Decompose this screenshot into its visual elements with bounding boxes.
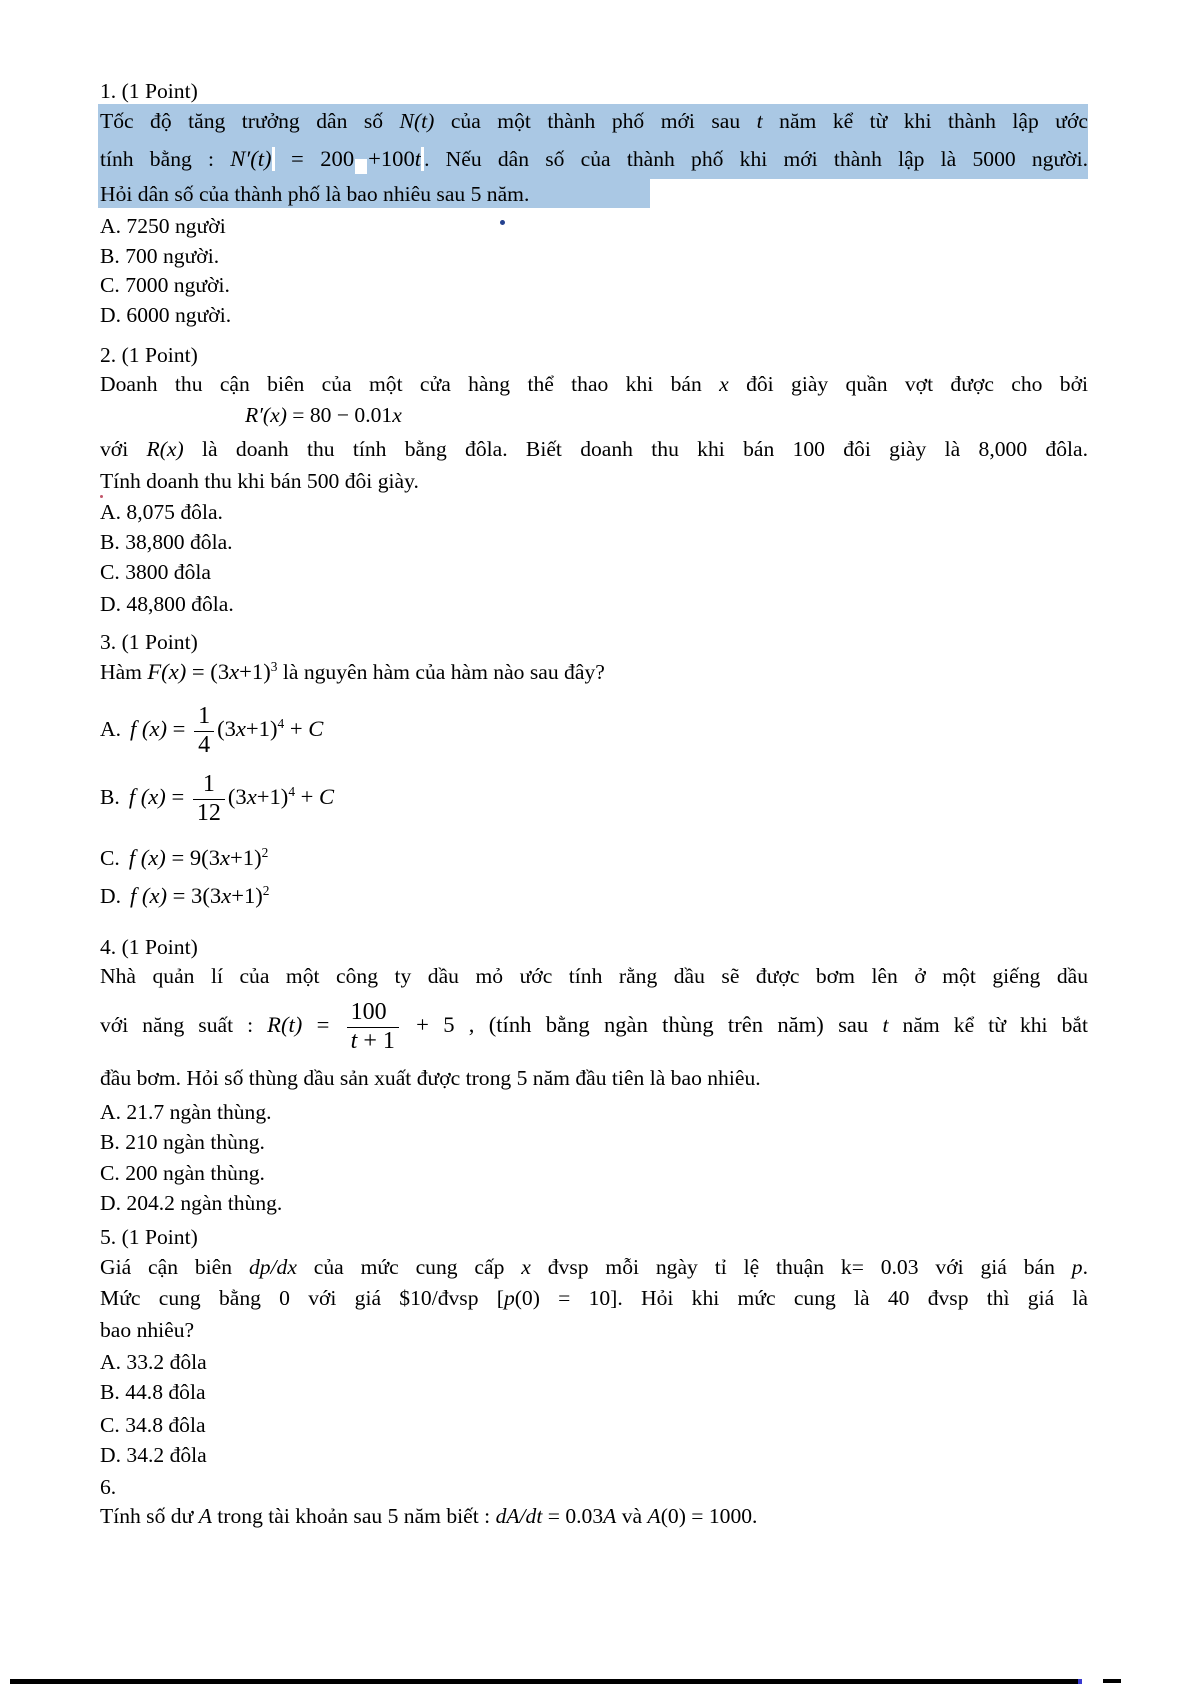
question-2-line-2: với R(x) là doanh thu tính bằng đôla. Biết doanh thu khi bán 100 đôi giày là 8,000 đôla. [100, 437, 1088, 461]
question-1-option-c: C. 7000 người. [100, 273, 230, 297]
question-4-option-c: C. 200 ngàn thùng. [100, 1161, 265, 1185]
question-3-line-1: Hàm $F(x) = (3x+1)^3$ là nguyên hàm của hàm nào sau đây? [100, 658, 605, 684]
question-3-header: 3. (1 Point) [100, 630, 198, 654]
question-3-option-a: A. f (x) = $\frac{1}{4}$ $(3x+1)^4 + C$ [100, 703, 324, 758]
question-2-line-1: Doanh thu cận biên của một cửa hàng thể thao khi bán x đôi giày quần vợt được cho bởi [100, 372, 1088, 396]
question-5-header: 5. (1 Point) [100, 1225, 198, 1249]
question-2-line-3: Tính doanh thu khi bán 500 đôi giày. [100, 469, 419, 493]
question-6-header: 6. [100, 1475, 117, 1499]
page-divider-dash [1103, 1679, 1121, 1683]
question-5-line-3: bao nhiêu? [100, 1318, 195, 1342]
question-2-option-d: D. 48,800 đôla. [100, 592, 234, 616]
fraction: $\frac{100}{t + 1}$ [347, 1000, 399, 1054]
fraction: $\frac{1}{12}$ [193, 772, 225, 826]
question-2-option-c: C. 3800 đôla [100, 560, 211, 584]
question-5-line-2: Mức cung bằng 0 với giá $10/đvsp [p(0) = 10]. Hỏi khi mức cung là 40 đvsp thì giá là [100, 1286, 1088, 1310]
question-5-line-1: Giá cận biên dp/dx của mức cung cấp x đvsp mỗi ngày tỉ lệ thuận k= 0.03 với giá bán p. [100, 1255, 1088, 1279]
question-1-option-d: D. 6000 người. [100, 303, 232, 327]
question-4-header: 4. (1 Point) [100, 935, 198, 959]
question-1-line-2: tính bằng : N′(t) = 200 +100t . Nếu dân số của thành phố khi mới thành lập là 5000 người. [100, 144, 1088, 174]
selection-artifact-box [355, 159, 367, 174]
question-1-option-a: A. 7250 người [100, 214, 226, 238]
stray-ink-dot [100, 495, 103, 498]
question-1-line-1: Tốc độ tăng trưởng dân số N(t) của một thành phố mới sau t năm kể từ khi thành lập ước [100, 109, 1088, 133]
question-6-line-1: Tính số dư A trong tài khoản sau 5 năm biết : dA/dt = 0.03A và A(0) = 1000. [100, 1504, 758, 1528]
question-2-formula: R′(x) = 80 − 0.01x [245, 403, 402, 427]
fraction: $\frac{1}{4}$ [194, 704, 214, 758]
question-4-option-b: B. 210 ngàn thùng. [100, 1130, 265, 1154]
question-4-line-3: đầu bơm. Hỏi số thùng dầu sản xuất được trong 5 năm đầu tiên là bao nhiêu. [100, 1066, 761, 1090]
question-2-header: 2. (1 Point) [100, 343, 198, 367]
question-1-line-3: Hỏi dân số của thành phố là bao nhiêu sau 5 năm. [100, 182, 530, 206]
question-1-option-b: B. 700 người. [100, 244, 220, 268]
question-3-option-c: C. f $(x) = 9(3x+1)^2$ [100, 844, 269, 870]
page-divider-bar [10, 1679, 1078, 1684]
question-5-option-b: B. 44.8 đôla [100, 1380, 206, 1404]
question-2-option-b: B. 38,800 đôla. [100, 530, 233, 554]
question-5-option-d: D. 34.2 đôla [100, 1443, 207, 1467]
question-2-option-a: A. 8,075 đôla. [100, 500, 223, 524]
question-5-option-c: C. 34.8 đôla [100, 1413, 206, 1437]
question-5-option-a: A. 33.2 đôla [100, 1350, 207, 1374]
question-4-option-a: A. 21.7 ngàn thùng. [100, 1100, 272, 1124]
question-4-option-d: D. 204.2 ngàn thùng. [100, 1191, 283, 1215]
question-1-header: 1. (1 Point) [100, 79, 198, 103]
question-3-option-b: B. f (x) = $\frac{1}{12}$ $(3x+1)^4 + C$ [100, 771, 335, 826]
question-4-line-1: Nhà quản lí của một công ty dầu mỏ ước tính rằng dầu sẽ được bơm lên ở một giếng dầu [100, 964, 1088, 988]
question-4-line-2: với năng suất : R(t) = $\frac{100}{t + 1}$ + 5 , (tính bằng ngàn thùng trên năm) sau t năm kể từ khi bắt [100, 999, 1088, 1054]
stray-ink-dot [500, 220, 505, 225]
question-3-option-d: D. f $(x) = 3(3x+1)^2$ [100, 882, 270, 908]
page-divider-artifact [1078, 1679, 1082, 1684]
